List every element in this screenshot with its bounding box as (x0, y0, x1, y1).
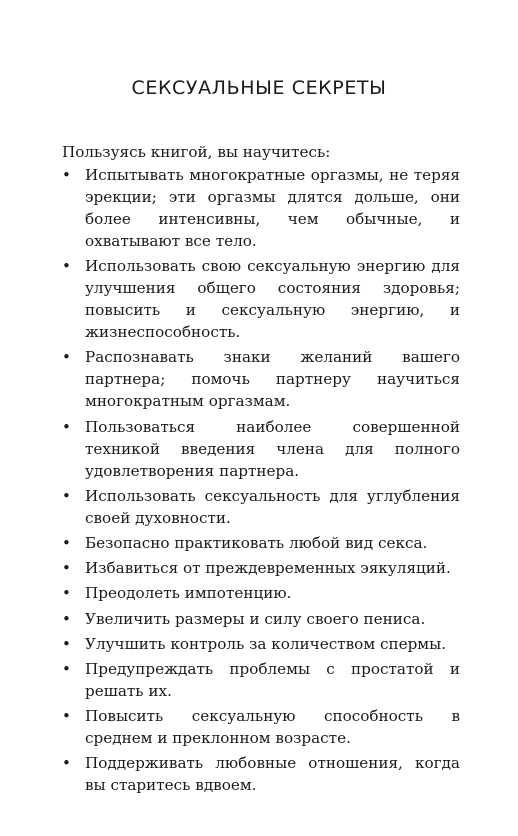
page-title: СЕКСУАЛЬНЫЕ СЕКРЕТЫ (131, 77, 387, 99)
list-item (62, 532, 460, 554)
bullet-icon: • (62, 559, 71, 578)
bullet-icon: • (62, 166, 71, 184)
list-item (62, 633, 460, 655)
bullet-icon: • (62, 486, 71, 505)
list-item-text: Испытывать многократные оргазмы, не теряя эрекции; эти оргазмы длятся дольше, они более интенсивны, чем обычные, и охватывают все тело. (85, 166, 460, 250)
bullet-icon: • (62, 707, 71, 726)
skills-list (62, 164, 460, 799)
list-item (62, 485, 460, 529)
list-item-text: Увеличить размеры и силу своего пениса. (85, 609, 426, 628)
list-item-text: Использовать свою сексуальную энергию для улучшения общего состояния здоровья; повысить и сексуальную энергию, и жизнеспособность. (85, 257, 460, 342)
bullet-icon: • (62, 634, 71, 653)
bullet-icon: • (62, 348, 71, 367)
list-item (62, 582, 460, 604)
bullet-icon: • (62, 609, 71, 628)
bullet-icon: • (62, 659, 71, 678)
list-item (62, 557, 460, 579)
list-item-text: Поддерживать любовные отношения, когда вы старитесь вдвоем. (85, 754, 460, 795)
list-item (62, 608, 460, 630)
bullet-icon: • (62, 257, 71, 276)
list-item (62, 416, 460, 482)
list-item-text: Пользоваться наиболее совершенной техникой введения члена для полного удовлетворения партнера. (85, 417, 460, 480)
list-item (62, 658, 460, 702)
bullet-icon: • (62, 584, 71, 603)
list-item (62, 705, 460, 749)
list-item-text: Повысить сексуальную способность в среднем и преклонном возрасте. (85, 707, 460, 748)
list-item (62, 346, 460, 412)
list-item (62, 164, 460, 252)
bullet-icon: • (62, 533, 71, 552)
list-item-text: Преодолеть импотенцию. (85, 584, 292, 603)
bullet-icon: • (62, 417, 71, 436)
list-item (62, 255, 460, 343)
list-item-text: Безопасно практиковать любой вид секса. (85, 533, 428, 552)
intro-text: Пользуясь книгой, вы научитесь: (62, 143, 331, 161)
list-item (62, 752, 460, 796)
list-item-text: Распознавать знаки желаний вашего партнера; помочь партнеру научиться многократным оргазмам. (85, 348, 460, 411)
bullet-icon: • (62, 754, 71, 773)
list-item-text: Улучшить контроль за количеством спермы. (85, 634, 447, 653)
list-item-text: Избавиться от преждевременных эякуляций. (85, 559, 451, 578)
list-item-text: Использовать сексуальность для углубления своей духовности. (85, 486, 460, 527)
list-item-text: Предупреждать проблемы с простатой и решать их. (85, 659, 460, 700)
